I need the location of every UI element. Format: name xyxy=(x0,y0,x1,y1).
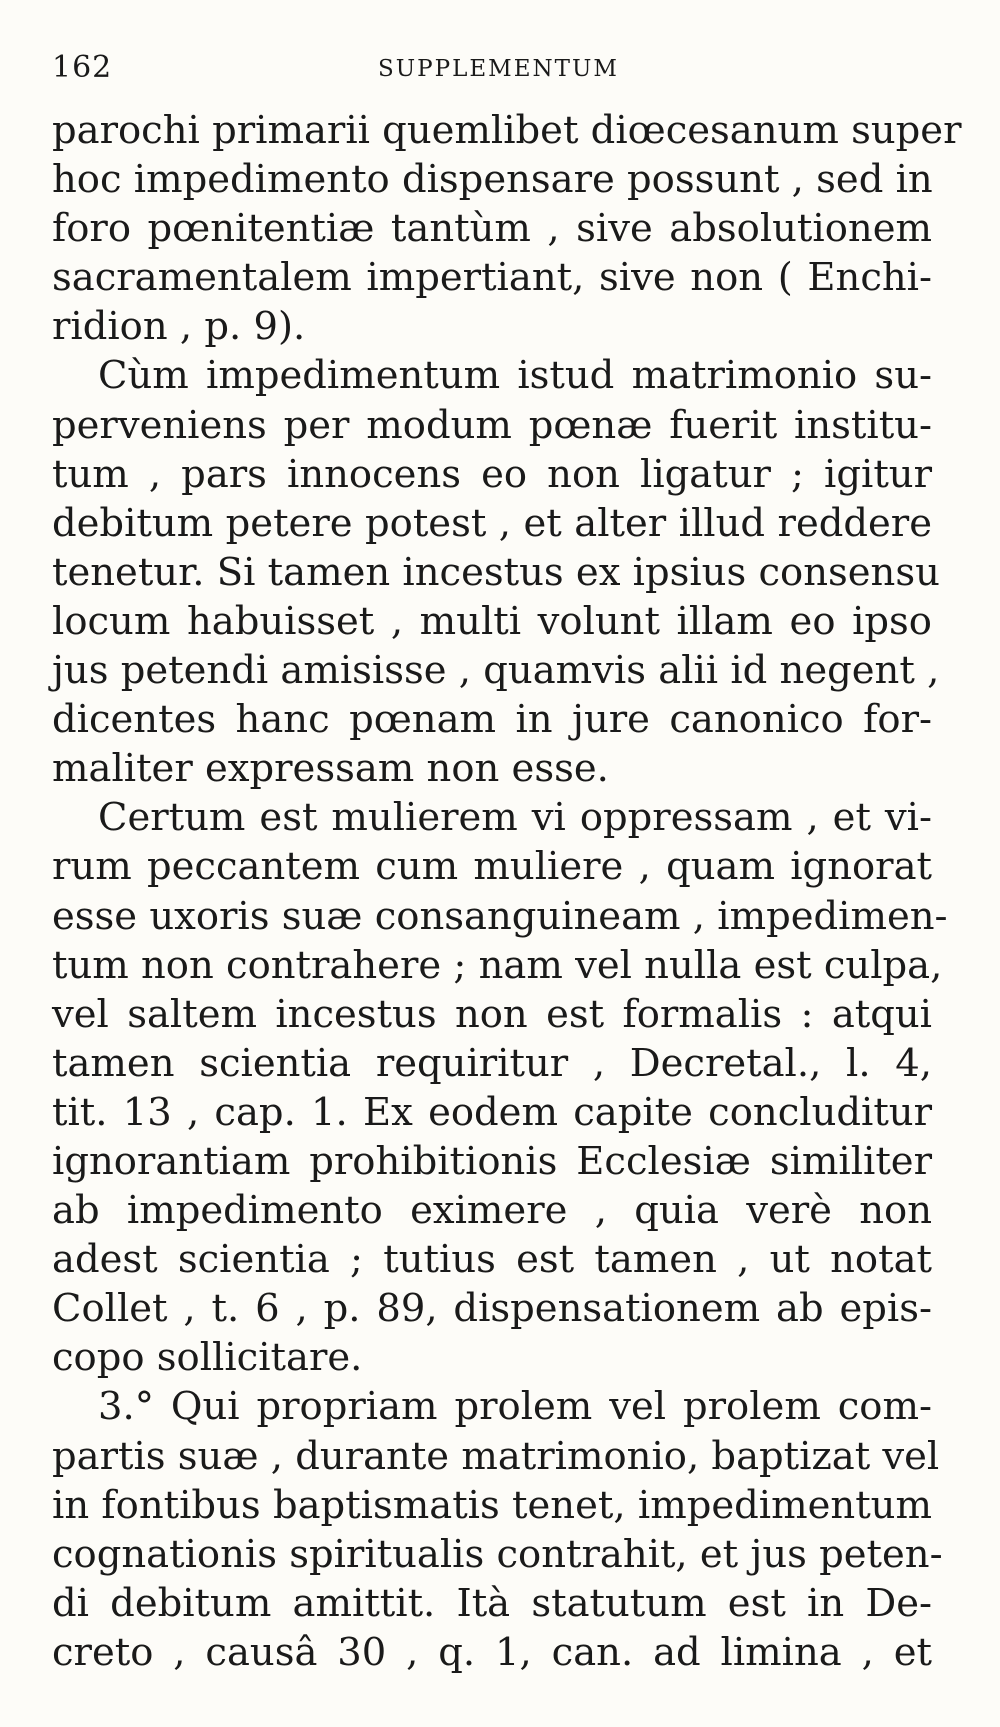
text-line: esse uxoris suæ consanguineam , impedimen- xyxy=(52,893,948,939)
text-line: sacramentalem impertiant, sive non ( Enchi- xyxy=(52,255,932,301)
text-line: in fontibus baptismatis tenet, impedimentum xyxy=(52,1482,932,1528)
text-line: locum habuisset , multi volunt illam eo ipso xyxy=(52,598,932,644)
text-line: perveniens per modum pœnæ fuerit institu- xyxy=(52,402,932,448)
text-line: tenetur. Si tamen incestus ex ipsius consensu xyxy=(52,549,940,595)
text-line: maliter expressam non esse. xyxy=(52,746,609,792)
body-text xyxy=(52,106,962,1677)
paragraph-start-line: Cùm impedimentum istud matrimonio su- xyxy=(98,353,932,399)
text-line: ignorantiam prohibitionis Ecclesiæ similiter xyxy=(52,1138,932,1184)
text-line: creto , causâ 30 , q. 1, can. ad limina , et xyxy=(52,1629,932,1675)
paragraph-start-line: 3.° Qui propriam prolem vel prolem com- xyxy=(98,1384,932,1430)
paragraph-start-line: Certum est mulierem vi oppressam , et vi- xyxy=(98,795,932,841)
text-line: di debitum amittit. Ità statutum est in De- xyxy=(52,1580,932,1626)
text-line: debitum petere potest , et alter illud reddere xyxy=(52,500,932,546)
text-line: vel saltem incestus non est formalis : atqui xyxy=(52,991,932,1037)
text-line: rum peccantem cum muliere , quam ignorat xyxy=(52,844,932,890)
text-line: tit. 13 , cap. 1. Ex eodem capite concluditur xyxy=(52,1089,932,1135)
page-number: 162 xyxy=(52,50,113,85)
text-line: ab impedimento eximere , quia verè non xyxy=(52,1188,932,1234)
running-title: SUPPLEMENTUM xyxy=(378,56,619,82)
text-line: tum non contrahere ; nam vel nulla est culpa, xyxy=(52,942,943,988)
page-header xyxy=(52,50,932,90)
text-line: hoc impedimento dispensare possunt , sed in xyxy=(52,157,933,203)
text-line: tamen scientia requiritur , Decretal., l. 4, xyxy=(52,1040,932,1086)
text-line: cognationis spiritualis contrahit, et jus peten- xyxy=(52,1531,943,1577)
text-line: jus petendi amisisse , quamvis alii id negent , xyxy=(52,648,940,694)
text-line: Collet , t. 6 , p. 89, dispensationem ab epis- xyxy=(52,1286,932,1332)
text-line: ridion , p. 9). xyxy=(52,304,306,350)
text-line: adest scientia ; tutius est tamen , ut notat xyxy=(52,1237,932,1283)
text-line: parochi primarii quemlibet diœcesanum super xyxy=(52,108,962,153)
text-line: tum , pars innocens eo non ligatur ; igitur xyxy=(52,451,932,497)
text-line: dicentes hanc pœnam in jure canonico for- xyxy=(52,697,932,743)
text-line: partis suæ , durante matrimonio, baptizat vel xyxy=(52,1433,940,1479)
text-line: foro pœnitentiæ tantùm , sive absolutionem xyxy=(52,206,932,252)
text-line: copo sollicitare. xyxy=(52,1335,363,1381)
